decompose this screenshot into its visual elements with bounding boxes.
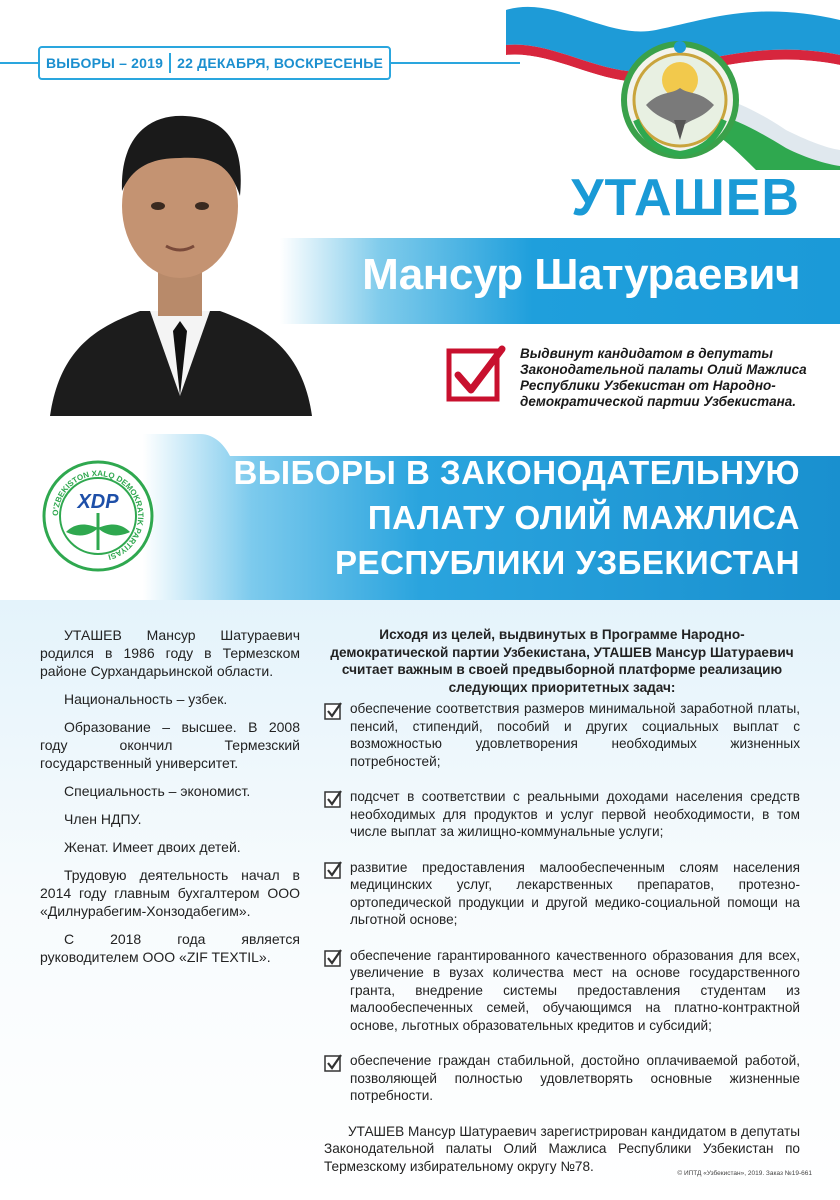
election-title-line: ПАЛАТУ ОЛИЙ МАЖЛИСА <box>367 499 800 536</box>
bio-paragraph: УТАШЕВ Мансур Шатураевич родился в 1986 году в Термезском районе Сурхандарьинской области. <box>40 627 300 679</box>
checkbox-check-icon <box>446 345 506 405</box>
candidate-portrait <box>40 96 320 416</box>
program-task <box>324 859 800 929</box>
checkbox-check-icon <box>324 702 342 720</box>
bio-paragraph: Образование – высшее. В 2008 году окончил Термезский государственный университет. <box>40 719 300 771</box>
program-intro: Исходя из целей, выдвинутых в Программе Народно-демократической партии Узбекистана, УТАШЕВ Мансур Шатураевич считает важным в своей предвыборной платформе реализацию следующих приоритетных задач: <box>330 627 794 695</box>
program-task <box>324 700 800 770</box>
program-task <box>324 947 800 1035</box>
bio-paragraph: Трудовую деятельность начал в 2014 году главным бухгалтером ООО «Дилнурабегим-Хонзодабегим». <box>40 867 300 919</box>
badge-divider <box>169 53 171 73</box>
candidate-surname: УТАШЕВ <box>571 169 800 227</box>
nomination-statement: Выдвинут кандидатом в депутаты Законодательной палаты Олий Мажлиса Республики Узбекистан от Народно-демократической партии Узбекистана. <box>520 346 807 409</box>
election-title-line: РЕСПУБЛИКИ УЗБЕКИСТАН <box>335 544 800 581</box>
program-task-text: подсчет в соответствии с реальными доходами населения средств необходимых для продуктов и услуг первой необходимости, в том числе выплат за жилищно-коммунальные услуги; <box>350 789 800 839</box>
program-task <box>324 1052 800 1105</box>
program-task-text: обеспечение гарантированного качественного образования для всех, увеличение в вузах количества мест на основе государственного гранта, внедрение системы предоставления студентам из малообеспеченных семей, обучающимся на платно-контрактной основе, льготных образовательных кредитов и субсидий; <box>350 947 800 1033</box>
program-section <box>324 626 800 1175</box>
party-logo-ring-text: O'ZBEKISTON XALQ DEMOKRATIK PARTIYASI <box>50 468 146 562</box>
party-logo-letters: XDP <box>77 491 119 513</box>
election-title-line: ВЫБОРЫ В ЗАКОНОДАТЕЛЬНУЮ <box>233 454 800 491</box>
program-task-text: развитие предоставления малообеспеченным слоям населения медицинских услуг, лекарственных препаратов, протезно-ортопедической продукции и другой медико-социальной помощи на льготной основе; <box>350 859 800 927</box>
bio-paragraph: Член НДПУ. <box>64 811 142 827</box>
candidate-name: Мансур Шатураевич <box>362 250 800 299</box>
bio-paragraph: Женат. Имеет двоих детей. <box>64 839 241 855</box>
state-emblem-flag <box>496 0 840 170</box>
bio-paragraph: Национальность – узбек. <box>64 691 228 707</box>
program-task <box>324 788 800 841</box>
election-date-label: 22 ДЕКАБРЯ, ВОСКРЕСЕНЬЕ <box>177 55 383 71</box>
registration-statement: УТАШЕВ Мансур Шатураевич зарегистрирован кандидатом в депутаты Законодательной палаты Олий Мажлиса Республики Узбекистан по Термезскому избирательному округу №78. <box>324 1123 800 1174</box>
bio-paragraph: Специальность – экономист. <box>64 783 251 799</box>
bio-paragraph: С 2018 года является руководителем ООО «ZIF TEXTIL». <box>40 931 300 965</box>
election-title <box>200 450 800 585</box>
checkbox-check-icon <box>324 790 342 808</box>
party-logo <box>40 458 156 574</box>
program-task-text: обеспечение соответствия размеров минимальной заработной платы, пенсий, стипендий, пособий и других социальных выплат с возможностью удовлетворения необходимых жизненных потребностей; <box>350 701 800 769</box>
election-year-label: ВЫБОРЫ – 2019 <box>46 55 164 71</box>
biography <box>40 626 300 976</box>
print-imprint: © ИПТД «Узбекистан», 2019. Заказ №19-661 <box>677 1170 812 1177</box>
checkbox-check-icon <box>324 861 342 879</box>
election-date-badge <box>38 46 391 80</box>
checkbox-check-icon <box>324 949 342 967</box>
checkbox-check-icon <box>324 1054 342 1072</box>
program-task-text: обеспечение граждан стабильной, достойно оплачиваемой работой, позволяющей полностью удовлетворять основные жизненные потребности. <box>350 1053 800 1103</box>
